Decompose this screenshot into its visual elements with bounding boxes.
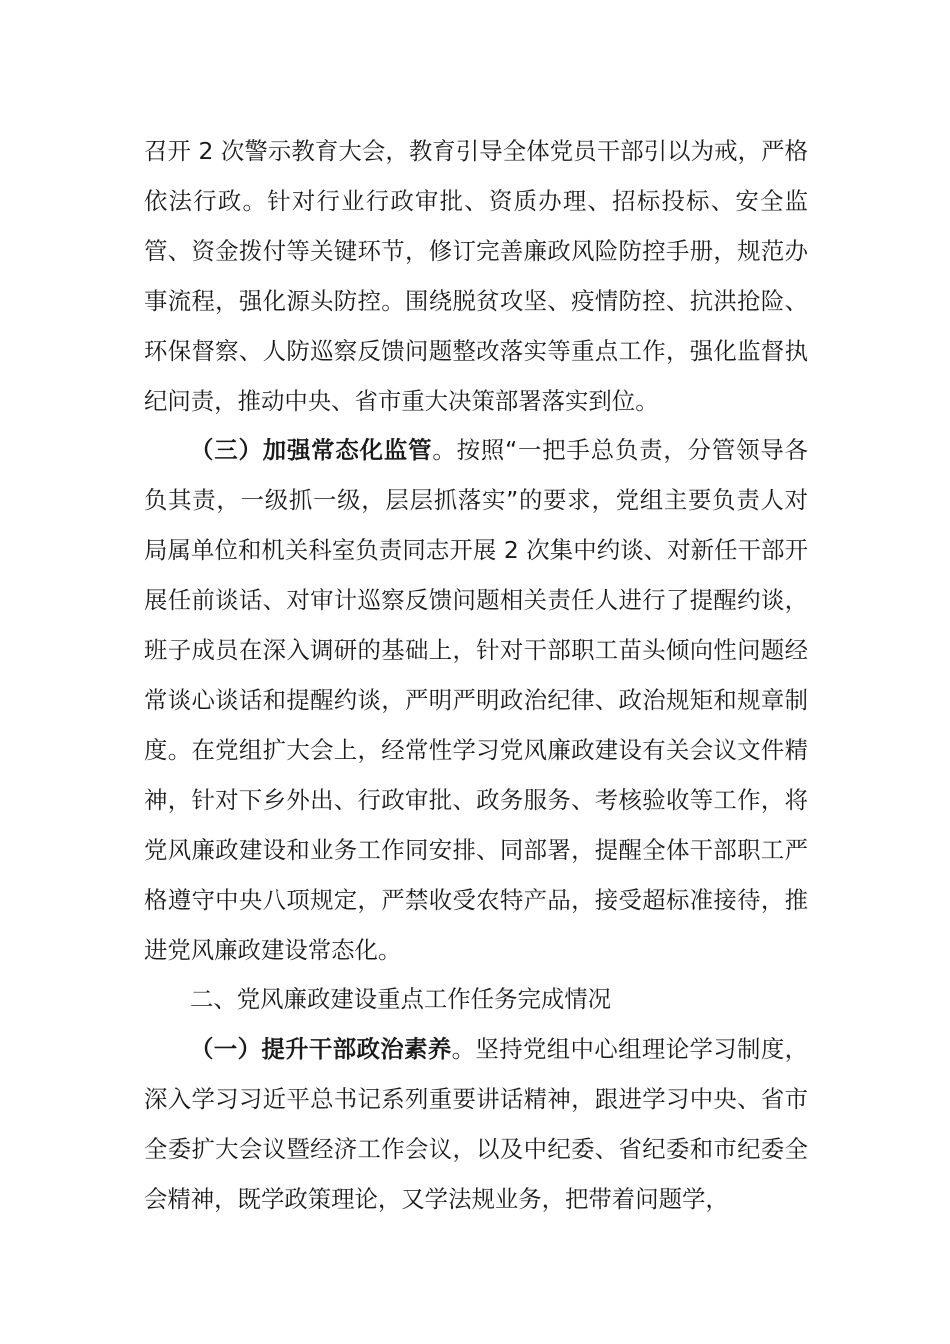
section-title-text: 二、党风廉政建设重点工作任务完成情况	[190, 985, 612, 1014]
paragraph-regular-supervision	[144, 426, 808, 975]
document-body	[144, 127, 808, 1225]
section-title-2	[144, 975, 808, 1025]
paragraph-text: 。坚持党组中心组理论学习制度，深入学习习近平总书记系列重要讲话精神，跟进学习中央、省市全委扩大会议暨经济工作会议，以及中纪委、省纪委和市纪委全会精神，既学政策理论，又学法规业务，把带着问题学，	[144, 1035, 809, 1214]
paragraph-text: 召开 2 次警示教育大会，教育引导全体党员干部引以为戒，严格依法行政。针对行业行政审批、资质办理、招标投标、安全监管、资金拨付等关键环节，修订完善廉政风险防控手册，规范办事流程，强化源头防控。围绕脱贫攻坚、疫情防控、抗洪抢险、环保督察、人防巡察反馈问题整改落实等重点工作，强化监督执纪问责，推动中央、省市重大决策部署落实到位。	[144, 137, 808, 415]
section-heading-1: （一）提升干部政治素养	[190, 1035, 452, 1064]
section-heading-3: （三）加强常态化监管	[190, 436, 433, 465]
paragraph-political-literacy	[144, 1025, 808, 1225]
paragraph-text: 。按照“一把手总负责，分管领导各负其责，一级抓一级，层层抓落实”的要求，党组主要负责人对局属单位和机关科室负责同志开展 2 次集中约谈、对新任干部开展任前谈话、对审计巡察反馈问题相关责任人进行了提醒约谈，班子成员在深入调研的基础上，针对干部职工苗头倾向性问题经常谈心谈话和提醒约谈，严明严明政治纪律、政治规矩和规章制度。在党组扩大会上，经常性学习党风廉政建设有关会议文件精神，针对下乡外出、行政审批、政务服务、考核验收等工作，将党风廉政建设和业务工作同安排、同部署，提醒全体干部职工严格遵守中央八项规定，严禁收受农特产品，接受超标准接待，推进党风廉政建设常态化。	[144, 436, 809, 964]
paragraph-warning-education	[144, 127, 808, 426]
